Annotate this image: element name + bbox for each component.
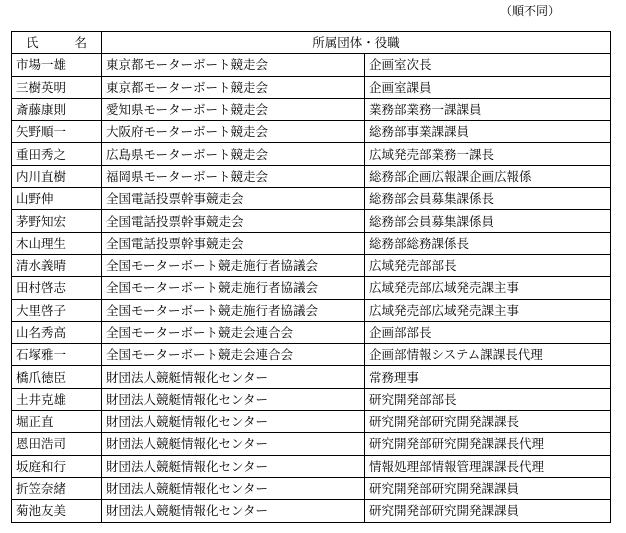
- cell-organization: 広島県モーターボート競走会: [102, 143, 365, 165]
- cell-role: 常務理事: [365, 366, 611, 388]
- cell-organization: 東京都モーターボート競走会: [102, 76, 365, 98]
- cell-name: 山名秀高: [12, 321, 102, 343]
- cell-role: 情報処理部情報管理課課長代理: [365, 455, 611, 477]
- table-row: [12, 76, 611, 98]
- cell-name: 恩田浩司: [12, 433, 102, 455]
- cell-organization: 財団法人競艇情報化センター: [102, 477, 365, 499]
- cell-organization: 全国電話投票幹事競走会: [102, 188, 365, 210]
- table-header-row: [12, 32, 611, 54]
- cell-name: 堀正直: [12, 411, 102, 433]
- cell-organization: 全国モーターボート競走会連合会: [102, 321, 365, 343]
- cell-name: 茅野知宏: [12, 210, 102, 232]
- cell-organization: 東京都モーターボート競走会: [102, 54, 365, 76]
- cell-name: 内川直樹: [12, 165, 102, 187]
- cell-role: 企画室課員: [365, 76, 611, 98]
- cell-name: 清水義晴: [12, 254, 102, 276]
- column-header-name-part2: 名: [74, 35, 88, 51]
- table-row: [12, 121, 611, 143]
- cell-organization: 財団法人競艇情報化センター: [102, 388, 365, 410]
- cell-name: 石塚雅一: [12, 344, 102, 366]
- cell-role: 研究開発部研究開発課課員: [365, 477, 611, 499]
- cell-organization: 全国モーターボート競走会連合会: [102, 344, 365, 366]
- table-row: [12, 210, 611, 232]
- cell-role: 研究開発部研究開発課課員: [365, 500, 611, 522]
- cell-role: 総務部会員募集課係長: [365, 188, 611, 210]
- table-row: [12, 54, 611, 76]
- table-row: [12, 254, 611, 276]
- cell-name: 田村啓志: [12, 277, 102, 299]
- cell-organization: 財団法人競艇情報化センター: [102, 411, 365, 433]
- cell-role: 総務部企画広報課企画広報係: [365, 165, 611, 187]
- cell-name: 大里啓子: [12, 299, 102, 321]
- cell-role: 広域発売部広域発売課主事: [365, 299, 611, 321]
- column-header-org-role: 所属団体・役職: [102, 32, 611, 54]
- cell-role: 総務部総務課係長: [365, 232, 611, 254]
- table-row: [12, 411, 611, 433]
- cell-name: 市場一雄: [12, 54, 102, 76]
- cell-name: 坂庭和行: [12, 455, 102, 477]
- table-row: [12, 188, 611, 210]
- cell-role: 広域発売部部長: [365, 254, 611, 276]
- table-row: [12, 98, 611, 120]
- cell-role: 総務部会員募集課係員: [365, 210, 611, 232]
- cell-organization: 財団法人競艇情報化センター: [102, 366, 365, 388]
- cell-role: 広域発売部広域発売課主事: [365, 277, 611, 299]
- table-row: [12, 433, 611, 455]
- cell-name: 山野伸: [12, 188, 102, 210]
- table-row: [12, 232, 611, 254]
- cell-organization: 全国モーターボート競走施行者協議会: [102, 254, 365, 276]
- cell-role: 業務部業務一課課員: [365, 98, 611, 120]
- table-row: [12, 299, 611, 321]
- table-row: [12, 344, 611, 366]
- cell-name: 重田秀之: [12, 143, 102, 165]
- cell-name: 菊池友美: [12, 500, 102, 522]
- cell-role: 研究開発部研究開発課課長代理: [365, 433, 611, 455]
- cell-name: 木山理生: [12, 232, 102, 254]
- cell-role: 研究開発部研究開発課課長: [365, 411, 611, 433]
- cell-organization: 財団法人競艇情報化センター: [102, 433, 365, 455]
- table-row: [12, 455, 611, 477]
- table-row: [12, 165, 611, 187]
- table-row: [12, 500, 611, 522]
- table-row: [12, 143, 611, 165]
- cell-name: 橋爪徳臣: [12, 366, 102, 388]
- cell-organization: 愛知県モーターボート競走会: [102, 98, 365, 120]
- table-row: [12, 321, 611, 343]
- cell-name: 矢野順一: [12, 121, 102, 143]
- cell-role: 研究開発部部長: [365, 388, 611, 410]
- cell-role: 広域発売部業務一課長: [365, 143, 611, 165]
- cell-organization: 全国モーターボート競走施行者協議会: [102, 299, 365, 321]
- cell-role: 企画室次長: [365, 54, 611, 76]
- column-header-name: [12, 32, 102, 54]
- cell-organization: 全国モーターボート競走施行者協議会: [102, 277, 365, 299]
- table-row: [12, 277, 611, 299]
- table-row: [12, 477, 611, 499]
- cell-organization: 全国電話投票幹事競走会: [102, 232, 365, 254]
- cell-name: 斎藤康則: [12, 98, 102, 120]
- cell-organization: 大阪府モーターボート競走会: [102, 121, 365, 143]
- cell-name: 折笠奈緒: [12, 477, 102, 499]
- cell-name: 三樹英明: [12, 76, 102, 98]
- cell-role: 総務部事業課課員: [365, 121, 611, 143]
- table-row: [12, 388, 611, 410]
- cell-organization: 全国電話投票幹事競走会: [102, 210, 365, 232]
- cell-organization: 財団法人競艇情報化センター: [102, 455, 365, 477]
- cell-role: 企画部部長: [365, 321, 611, 343]
- cell-organization: 財団法人競艇情報化センター: [102, 500, 365, 522]
- member-table: [11, 31, 611, 523]
- table-row: [12, 366, 611, 388]
- order-note: （順不同）: [499, 4, 560, 18]
- cell-organization: 福岡県モーターボート競走会: [102, 165, 365, 187]
- cell-role: 企画部情報システム課課長代理: [365, 344, 611, 366]
- column-header-name-part1: 氏: [25, 35, 39, 51]
- cell-name: 土井克雄: [12, 388, 102, 410]
